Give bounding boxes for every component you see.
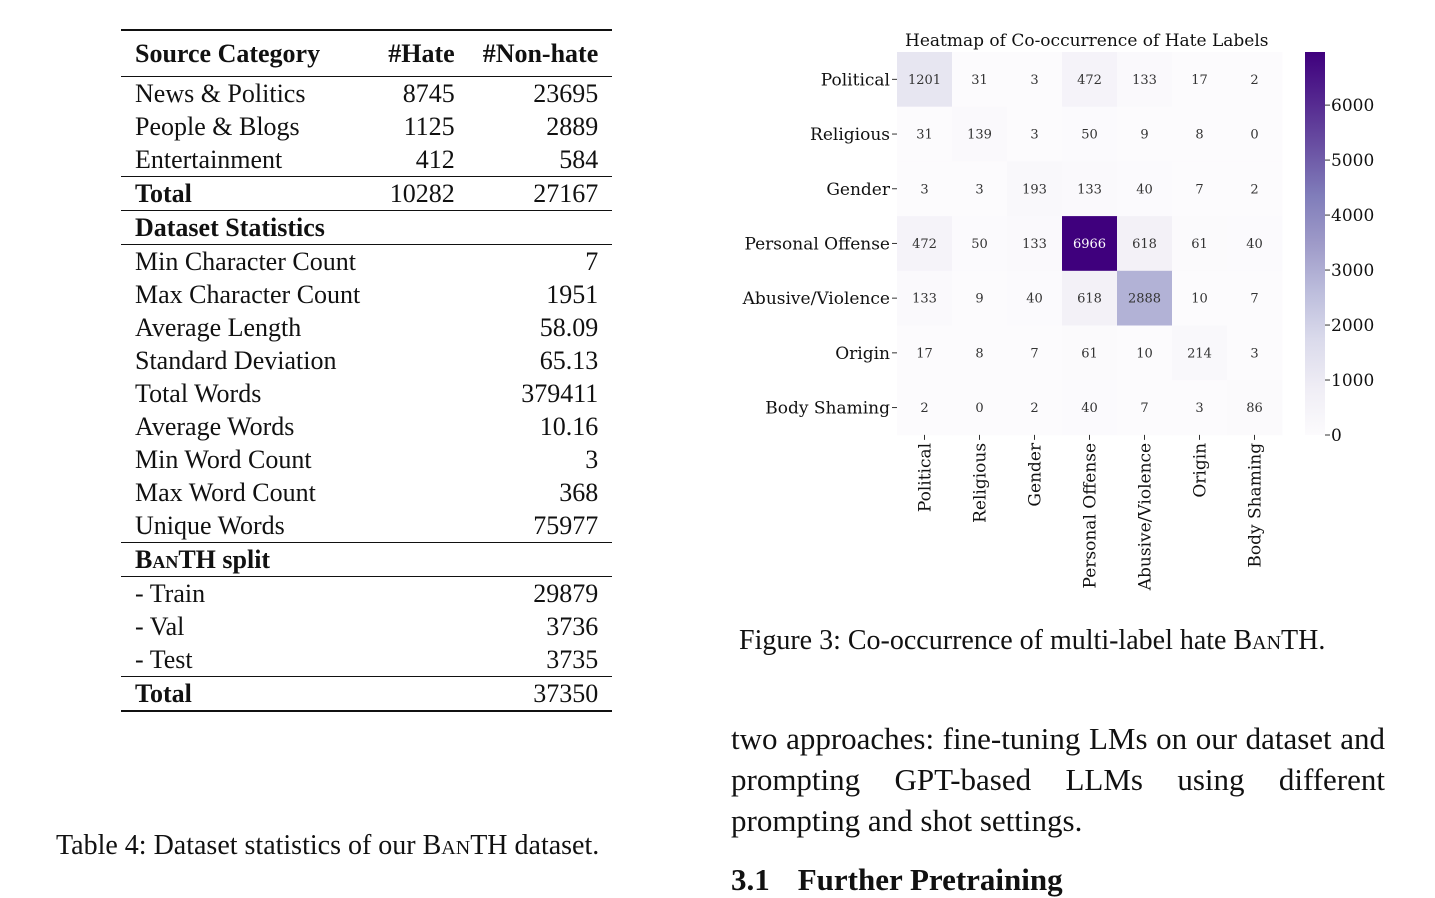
colorbar-tick-label: 1000 <box>1331 371 1375 392</box>
y-tick-label: Gender <box>826 179 890 200</box>
row-label: Total <box>135 679 192 708</box>
nonhate-count: 27167 <box>533 179 599 208</box>
cell-value-label: 3 <box>1030 72 1039 88</box>
row-value: 10.16 <box>539 412 599 441</box>
cell-value-label: 133 <box>912 291 937 307</box>
cell-value-label: 50 <box>1081 127 1098 143</box>
row-label: Min Character Count <box>135 247 356 276</box>
cell-value-label: 3 <box>1195 401 1204 417</box>
row-value: 3 <box>585 445 599 474</box>
row-label: Average Length <box>135 313 302 342</box>
colorbar-tick-label: 2000 <box>1331 316 1375 337</box>
row-value: 1951 <box>546 280 599 309</box>
y-tick-label: Religious <box>810 125 890 146</box>
row-value: 58.09 <box>539 313 599 342</box>
cell-value-label: 86 <box>1246 401 1263 417</box>
x-tick-label: Personal Offense <box>1080 442 1101 589</box>
cell-value-label: 61 <box>1081 346 1098 362</box>
cell-value-label: 3 <box>975 182 984 198</box>
row-label: Min Word Count <box>135 445 312 474</box>
x-tick-label: Body Shaming <box>1245 442 1266 568</box>
cell-value-label: 61 <box>1191 236 1208 252</box>
table-caption <box>56 830 599 862</box>
dataset-name: BanTH <box>422 830 508 861</box>
row-value: 29879 <box>533 579 599 608</box>
x-tick-label: Religious <box>970 442 991 523</box>
hate-count: 10282 <box>389 179 455 208</box>
caption-prefix: Table 4: Dataset statistics of our <box>56 830 423 861</box>
caption-suffix: . <box>1318 625 1326 656</box>
cell-value-label: 40 <box>1246 236 1263 252</box>
row-label: People & Blogs <box>135 112 300 141</box>
cell-value-label: 40 <box>1136 182 1153 198</box>
y-tick-label: Political <box>820 70 890 91</box>
cell-value-label: 0 <box>975 401 984 417</box>
row-label: - Train <box>135 579 206 608</box>
cell-value-label: 31 <box>971 72 988 88</box>
figure-caption <box>739 625 1325 657</box>
cell-value-label: 17 <box>916 346 933 362</box>
caption-suffix: dataset. <box>507 830 600 861</box>
cell-value-label: 0 <box>1250 127 1259 143</box>
nonhate-count: 2889 <box>546 112 599 141</box>
split-heading-suffix: split <box>215 545 271 574</box>
dataset-name: BanTH <box>135 545 216 574</box>
hate-count: 1125 <box>403 112 455 141</box>
row-label: Max Character Count <box>135 280 361 309</box>
row-label: Total <box>135 179 192 208</box>
row-label: Max Word Count <box>135 478 316 507</box>
cell-value-label: 7 <box>1195 182 1204 198</box>
cell-value-label: 133 <box>1132 72 1157 88</box>
cell-value-label: 2 <box>1250 72 1259 88</box>
colorbar <box>1305 52 1325 435</box>
row-value: 75977 <box>533 511 599 540</box>
hate-count: 412 <box>415 145 455 174</box>
nonhate-count: 584 <box>559 145 599 174</box>
row-value: 368 <box>559 478 599 507</box>
row-label: News & Politics <box>135 79 306 108</box>
colorbar-tick-label: 0 <box>1331 426 1342 446</box>
cell-value-label: 193 <box>1022 182 1047 198</box>
cell-value-label: 31 <box>916 127 933 143</box>
section-heading-dataset-statistics: Dataset Statistics <box>135 213 325 242</box>
x-tick-label: Gender <box>1025 442 1046 507</box>
header-hate: #Hate <box>388 39 455 68</box>
colorbar-tick-label: 3000 <box>1331 261 1375 282</box>
cell-value-label: 214 <box>1187 346 1212 362</box>
row-value: 3735 <box>546 645 599 674</box>
cell-value-label: 618 <box>1077 291 1102 307</box>
row-label: Entertainment <box>135 145 283 174</box>
dataset-name: BanTH <box>1233 625 1319 656</box>
row-label: Unique Words <box>135 511 285 540</box>
caption-prefix: Figure 3: Co-occurrence of multi-label hate <box>739 625 1234 656</box>
x-tick-label: Origin <box>1190 442 1211 498</box>
row-value: 379411 <box>521 379 599 408</box>
row-label: Standard Deviation <box>135 346 337 375</box>
cell-value-label: 1201 <box>907 72 942 88</box>
cell-value-label: 8 <box>1195 127 1204 143</box>
section-heading <box>731 862 1063 898</box>
nonhate-count: 23695 <box>533 79 599 108</box>
cell-value-label: 9 <box>975 291 984 307</box>
row-value: 7 <box>585 247 599 276</box>
cell-value-label: 2 <box>1030 401 1039 417</box>
row-label: Average Words <box>135 412 295 441</box>
cell-value-label: 50 <box>971 236 988 252</box>
split-total-row <box>121 677 612 712</box>
cell-value-label: 3 <box>1250 346 1259 362</box>
cell-value-label: 8 <box>975 346 984 362</box>
colorbar-tick-label: 4000 <box>1331 206 1375 227</box>
body-paragraph: two approaches: fine-tuning LMs on our dataset and prompting GPT-based LLMs using different prompting and shot settings. <box>731 721 1385 838</box>
cell-value-label: 10 <box>1136 346 1153 362</box>
heatmap-title: Heatmap of Co-occurrence of Hate Labels <box>905 31 1269 51</box>
colorbar-tick-label: 6000 <box>1331 96 1375 117</box>
cell-value-label: 472 <box>1077 72 1102 88</box>
x-tick-label: Political <box>915 442 936 513</box>
colorbar-tick-label: 5000 <box>1331 151 1375 172</box>
row-label: - Test <box>135 645 193 674</box>
cell-value-label: 7 <box>1030 346 1039 362</box>
hate-count: 8745 <box>402 79 455 108</box>
cell-value-label: 2 <box>1250 182 1259 198</box>
cell-value-label: 9 <box>1140 127 1149 143</box>
y-tick-label: Body Shaming <box>765 398 890 419</box>
header-source-category: Source Category <box>135 39 321 68</box>
cell-value-label: 7 <box>1140 401 1149 417</box>
cell-value-label: 40 <box>1081 401 1098 417</box>
cell-value-label: 133 <box>1022 236 1047 252</box>
y-tick-label: Origin <box>835 343 890 364</box>
cell-value-label: 7 <box>1250 291 1259 307</box>
cell-value-label: 3 <box>1030 127 1039 143</box>
cell-value-label: 618 <box>1132 236 1157 252</box>
section-title: Further Pretraining <box>797 862 1063 897</box>
section-number: 3.1 <box>731 862 770 897</box>
cell-value-label: 10 <box>1191 291 1208 307</box>
row-label: - Val <box>135 612 185 641</box>
row-value: 65.13 <box>539 346 599 375</box>
header-nonhate: #Non-hate <box>482 39 599 68</box>
cell-value-label: 3 <box>920 182 929 198</box>
y-tick-label: Abusive/Violence <box>742 289 890 310</box>
table-row <box>121 643 612 677</box>
total-value: 37350 <box>533 679 599 708</box>
row-value: 3736 <box>546 612 599 641</box>
x-tick-label: Abusive/Violence <box>1135 442 1156 591</box>
y-tick-label: Personal Offense <box>744 234 890 255</box>
cell-value-label: 40 <box>1026 291 1043 307</box>
cell-value-label: 139 <box>967 127 992 143</box>
cell-value-label: 472 <box>912 236 937 252</box>
row-label: Total Words <box>135 379 262 408</box>
cell-value-label: 17 <box>1191 72 1208 88</box>
cell-value-label: 2 <box>920 401 929 417</box>
cell-value-label: 6966 <box>1072 236 1107 252</box>
cell-value-label: 2888 <box>1127 291 1162 307</box>
cell-value-label: 133 <box>1077 182 1102 198</box>
